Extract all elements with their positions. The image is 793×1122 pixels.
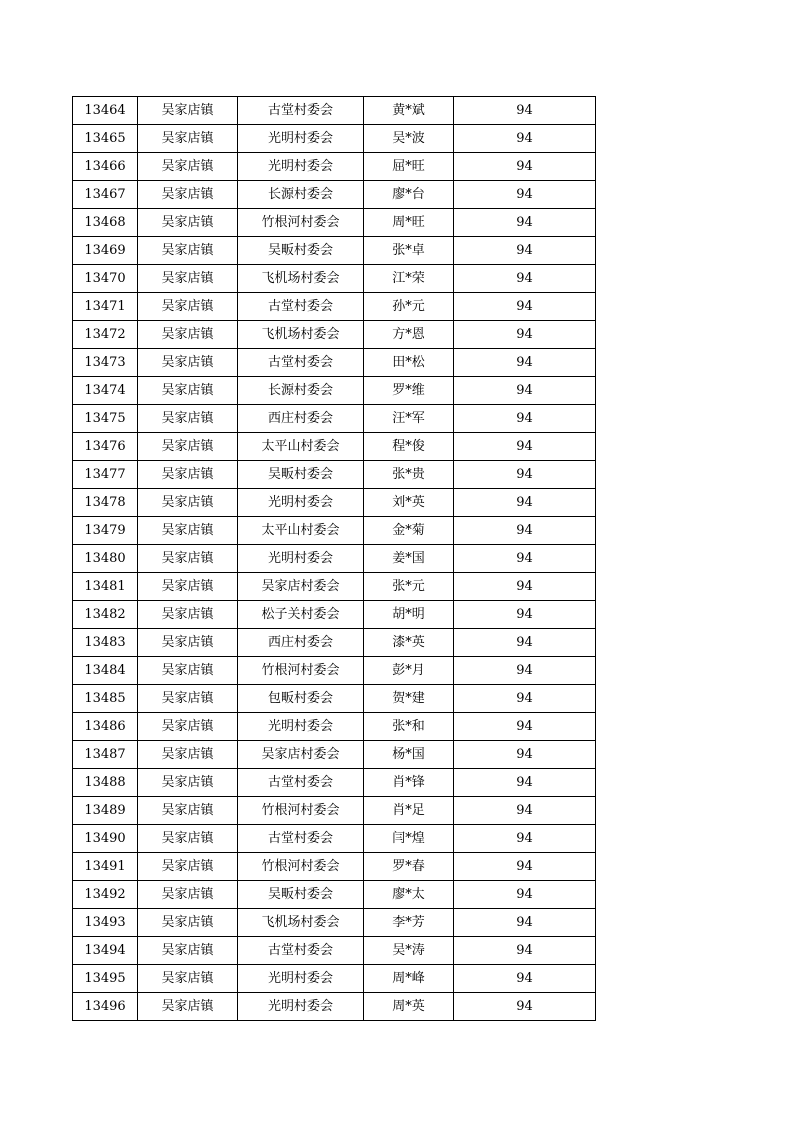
name-cell: 姜*国 [364, 545, 454, 573]
table-row [73, 97, 596, 125]
row-number-cell: 13493 [73, 909, 138, 937]
town-cell: 吴家店镇 [138, 825, 238, 853]
village-committee-cell: 竹根河村委会 [238, 797, 364, 825]
row-number-cell: 13474 [73, 377, 138, 405]
score-cell: 94 [454, 209, 596, 237]
town-cell: 吴家店镇 [138, 853, 238, 881]
village-committee-cell: 吴畈村委会 [238, 881, 364, 909]
score-cell: 94 [454, 685, 596, 713]
town-cell: 吴家店镇 [138, 153, 238, 181]
row-number-cell: 13477 [73, 461, 138, 489]
name-cell: 罗*春 [364, 853, 454, 881]
table-row [73, 321, 596, 349]
village-committee-cell: 吴畈村委会 [238, 461, 364, 489]
row-number-cell: 13465 [73, 125, 138, 153]
score-cell: 94 [454, 965, 596, 993]
town-cell: 吴家店镇 [138, 237, 238, 265]
table-row [73, 517, 596, 545]
village-committee-cell: 古堂村委会 [238, 293, 364, 321]
table-row [73, 769, 596, 797]
table-row [73, 265, 596, 293]
town-cell: 吴家店镇 [138, 265, 238, 293]
town-cell: 吴家店镇 [138, 489, 238, 517]
name-cell: 李*芳 [364, 909, 454, 937]
town-cell: 吴家店镇 [138, 881, 238, 909]
name-cell: 杨*国 [364, 741, 454, 769]
village-committee-cell: 吴畈村委会 [238, 237, 364, 265]
name-cell: 廖*太 [364, 881, 454, 909]
score-cell: 94 [454, 433, 596, 461]
village-committee-cell: 古堂村委会 [238, 769, 364, 797]
name-cell: 汪*军 [364, 405, 454, 433]
row-number-cell: 13482 [73, 601, 138, 629]
row-number-cell: 13479 [73, 517, 138, 545]
table-row [73, 209, 596, 237]
town-cell: 吴家店镇 [138, 769, 238, 797]
village-committee-cell: 飞机场村委会 [238, 909, 364, 937]
town-cell: 吴家店镇 [138, 349, 238, 377]
village-committee-cell: 吴家店村委会 [238, 573, 364, 601]
table-row [73, 909, 596, 937]
town-cell: 吴家店镇 [138, 937, 238, 965]
town-cell: 吴家店镇 [138, 741, 238, 769]
village-committee-cell: 光明村委会 [238, 965, 364, 993]
name-cell: 贺*建 [364, 685, 454, 713]
village-committee-cell: 吴家店村委会 [238, 741, 364, 769]
village-committee-cell: 竹根河村委会 [238, 657, 364, 685]
village-committee-cell: 西庄村委会 [238, 405, 364, 433]
town-cell: 吴家店镇 [138, 573, 238, 601]
document-page [72, 96, 595, 1021]
town-cell: 吴家店镇 [138, 965, 238, 993]
row-number-cell: 13488 [73, 769, 138, 797]
town-cell: 吴家店镇 [138, 685, 238, 713]
village-committee-cell: 竹根河村委会 [238, 209, 364, 237]
table-row [73, 965, 596, 993]
table-row [73, 825, 596, 853]
village-committee-cell: 古堂村委会 [238, 825, 364, 853]
name-cell: 彭*月 [364, 657, 454, 685]
name-cell: 吴*涛 [364, 937, 454, 965]
score-cell: 94 [454, 825, 596, 853]
name-cell: 肖*足 [364, 797, 454, 825]
score-cell: 94 [454, 629, 596, 657]
name-cell: 周*旺 [364, 209, 454, 237]
row-number-cell: 13481 [73, 573, 138, 601]
town-cell: 吴家店镇 [138, 993, 238, 1021]
village-committee-cell: 光明村委会 [238, 125, 364, 153]
row-number-cell: 13489 [73, 797, 138, 825]
score-cell: 94 [454, 993, 596, 1021]
score-cell: 94 [454, 769, 596, 797]
town-cell: 吴家店镇 [138, 601, 238, 629]
village-committee-cell: 长源村委会 [238, 181, 364, 209]
name-cell: 漆*英 [364, 629, 454, 657]
data-table [72, 96, 596, 1021]
row-number-cell: 13469 [73, 237, 138, 265]
town-cell: 吴家店镇 [138, 405, 238, 433]
score-cell: 94 [454, 265, 596, 293]
score-cell: 94 [454, 125, 596, 153]
score-cell: 94 [454, 153, 596, 181]
score-cell: 94 [454, 881, 596, 909]
town-cell: 吴家店镇 [138, 797, 238, 825]
name-cell: 张*元 [364, 573, 454, 601]
table-row [73, 153, 596, 181]
town-cell: 吴家店镇 [138, 657, 238, 685]
name-cell: 金*菊 [364, 517, 454, 545]
score-cell: 94 [454, 237, 596, 265]
row-number-cell: 13496 [73, 993, 138, 1021]
town-cell: 吴家店镇 [138, 209, 238, 237]
score-cell: 94 [454, 937, 596, 965]
name-cell: 张*卓 [364, 237, 454, 265]
row-number-cell: 13464 [73, 97, 138, 125]
table-row [73, 293, 596, 321]
name-cell: 方*恩 [364, 321, 454, 349]
row-number-cell: 13471 [73, 293, 138, 321]
score-cell: 94 [454, 601, 596, 629]
village-committee-cell: 古堂村委会 [238, 97, 364, 125]
town-cell: 吴家店镇 [138, 125, 238, 153]
table-row [73, 573, 596, 601]
score-cell: 94 [454, 181, 596, 209]
village-committee-cell: 竹根河村委会 [238, 853, 364, 881]
table-row [73, 937, 596, 965]
town-cell: 吴家店镇 [138, 377, 238, 405]
table-row [73, 993, 596, 1021]
name-cell: 黄*斌 [364, 97, 454, 125]
name-cell: 张*和 [364, 713, 454, 741]
score-cell: 94 [454, 853, 596, 881]
village-committee-cell: 光明村委会 [238, 153, 364, 181]
village-committee-cell: 飞机场村委会 [238, 321, 364, 349]
table-row [73, 461, 596, 489]
score-cell: 94 [454, 797, 596, 825]
row-number-cell: 13473 [73, 349, 138, 377]
row-number-cell: 13487 [73, 741, 138, 769]
village-committee-cell: 光明村委会 [238, 545, 364, 573]
row-number-cell: 13478 [73, 489, 138, 517]
town-cell: 吴家店镇 [138, 629, 238, 657]
row-number-cell: 13466 [73, 153, 138, 181]
village-committee-cell: 太平山村委会 [238, 517, 364, 545]
name-cell: 孙*元 [364, 293, 454, 321]
table-row [73, 685, 596, 713]
town-cell: 吴家店镇 [138, 181, 238, 209]
name-cell: 程*俊 [364, 433, 454, 461]
name-cell: 田*松 [364, 349, 454, 377]
table-row [73, 657, 596, 685]
score-cell: 94 [454, 545, 596, 573]
table-row [73, 881, 596, 909]
row-number-cell: 13468 [73, 209, 138, 237]
row-number-cell: 13486 [73, 713, 138, 741]
score-cell: 94 [454, 657, 596, 685]
table-row [73, 713, 596, 741]
score-cell: 94 [454, 517, 596, 545]
village-committee-cell: 光明村委会 [238, 489, 364, 517]
village-committee-cell: 光明村委会 [238, 993, 364, 1021]
name-cell: 屈*旺 [364, 153, 454, 181]
score-cell: 94 [454, 405, 596, 433]
town-cell: 吴家店镇 [138, 545, 238, 573]
row-number-cell: 13483 [73, 629, 138, 657]
village-committee-cell: 西庄村委会 [238, 629, 364, 657]
table-row [73, 405, 596, 433]
score-cell: 94 [454, 377, 596, 405]
town-cell: 吴家店镇 [138, 909, 238, 937]
village-committee-cell: 飞机场村委会 [238, 265, 364, 293]
name-cell: 罗*维 [364, 377, 454, 405]
table-row [73, 125, 596, 153]
village-committee-cell: 光明村委会 [238, 713, 364, 741]
name-cell: 肖*锋 [364, 769, 454, 797]
table-row [73, 601, 596, 629]
town-cell: 吴家店镇 [138, 433, 238, 461]
village-committee-cell: 长源村委会 [238, 377, 364, 405]
score-cell: 94 [454, 713, 596, 741]
name-cell: 闫*煌 [364, 825, 454, 853]
score-cell: 94 [454, 293, 596, 321]
table-row [73, 181, 596, 209]
village-committee-cell: 包畈村委会 [238, 685, 364, 713]
table-row [73, 349, 596, 377]
row-number-cell: 13485 [73, 685, 138, 713]
table-row [73, 797, 596, 825]
table-row [73, 853, 596, 881]
table-row [73, 433, 596, 461]
name-cell: 江*荣 [364, 265, 454, 293]
row-number-cell: 13495 [73, 965, 138, 993]
score-cell: 94 [454, 321, 596, 349]
name-cell: 刘*英 [364, 489, 454, 517]
town-cell: 吴家店镇 [138, 97, 238, 125]
name-cell: 周*峰 [364, 965, 454, 993]
score-cell: 94 [454, 741, 596, 769]
row-number-cell: 13490 [73, 825, 138, 853]
row-number-cell: 13472 [73, 321, 138, 349]
score-cell: 94 [454, 97, 596, 125]
town-cell: 吴家店镇 [138, 517, 238, 545]
score-cell: 94 [454, 909, 596, 937]
row-number-cell: 13470 [73, 265, 138, 293]
name-cell: 胡*明 [364, 601, 454, 629]
row-number-cell: 13491 [73, 853, 138, 881]
score-cell: 94 [454, 349, 596, 377]
town-cell: 吴家店镇 [138, 461, 238, 489]
village-committee-cell: 太平山村委会 [238, 433, 364, 461]
name-cell: 张*贵 [364, 461, 454, 489]
score-cell: 94 [454, 461, 596, 489]
score-cell: 94 [454, 489, 596, 517]
table-row [73, 377, 596, 405]
name-cell: 周*英 [364, 993, 454, 1021]
name-cell: 廖*台 [364, 181, 454, 209]
village-committee-cell: 松子关村委会 [238, 601, 364, 629]
row-number-cell: 13476 [73, 433, 138, 461]
row-number-cell: 13494 [73, 937, 138, 965]
town-cell: 吴家店镇 [138, 293, 238, 321]
row-number-cell: 13480 [73, 545, 138, 573]
table-row [73, 629, 596, 657]
village-committee-cell: 古堂村委会 [238, 349, 364, 377]
village-committee-cell: 古堂村委会 [238, 937, 364, 965]
table-row [73, 741, 596, 769]
row-number-cell: 13467 [73, 181, 138, 209]
score-cell: 94 [454, 573, 596, 601]
town-cell: 吴家店镇 [138, 713, 238, 741]
town-cell: 吴家店镇 [138, 321, 238, 349]
row-number-cell: 13492 [73, 881, 138, 909]
row-number-cell: 13475 [73, 405, 138, 433]
table-row [73, 545, 596, 573]
table-body [73, 97, 596, 1021]
table-row [73, 489, 596, 517]
row-number-cell: 13484 [73, 657, 138, 685]
name-cell: 吴*波 [364, 125, 454, 153]
table-row [73, 237, 596, 265]
